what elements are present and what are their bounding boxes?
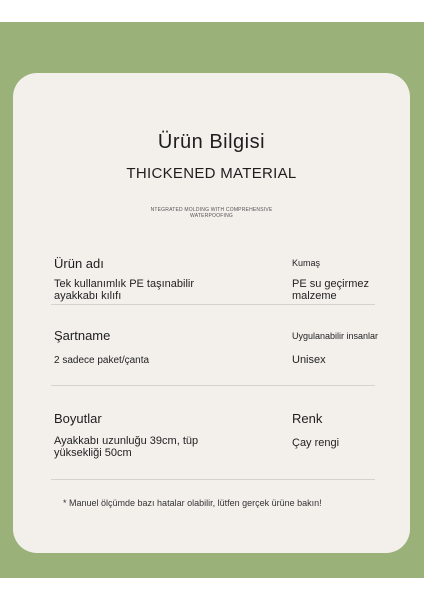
value-product-name-line-1: Tek kullanımlık PE taşınabilir xyxy=(54,278,194,290)
divider xyxy=(51,385,375,386)
divider xyxy=(51,479,375,480)
label-fabric: Kumaş xyxy=(292,258,321,268)
label-applicable-people: Uygulanabilir insanlar xyxy=(292,331,379,341)
value-fabric-line-1: PE su geçirmez xyxy=(292,278,370,290)
divider xyxy=(51,304,375,305)
product-info-card xyxy=(13,73,410,553)
page-subtitle: THICKENED MATERIAL xyxy=(126,165,297,182)
value-applicable-people: Unisex xyxy=(292,354,326,366)
tagline xyxy=(13,207,410,219)
label-product-name: Ürün adı xyxy=(54,256,104,271)
tagline-line-2: WATERPOOFING xyxy=(190,213,233,219)
value-dimensions-line-1: Ayakkabı uzunluğu 39cm, tüp xyxy=(54,435,199,447)
label-color: Renk xyxy=(292,411,323,426)
value-dimensions-line-2: yüksekliği 50cm xyxy=(54,447,132,459)
value-specification: 2 sadece paket/çanta xyxy=(54,355,150,366)
value-fabric-line-2: malzeme xyxy=(292,290,337,302)
label-dimensions: Boyutlar xyxy=(54,411,102,426)
tagline-line-1: NTEGRATED MOLDING WITH COMPREHENSIVE xyxy=(150,207,273,213)
value-color: Çay rengi xyxy=(292,437,340,449)
page-title: Ürün Bilgisi xyxy=(157,131,266,153)
label-specification: Şartname xyxy=(54,328,111,343)
disclaimer-note: * Manuel ölçümde bazı hatalar olabilir, lütfen gerçek ürüne bakın! xyxy=(63,498,322,508)
value-product-name-line-2: ayakkabı kılıfı xyxy=(54,290,122,302)
